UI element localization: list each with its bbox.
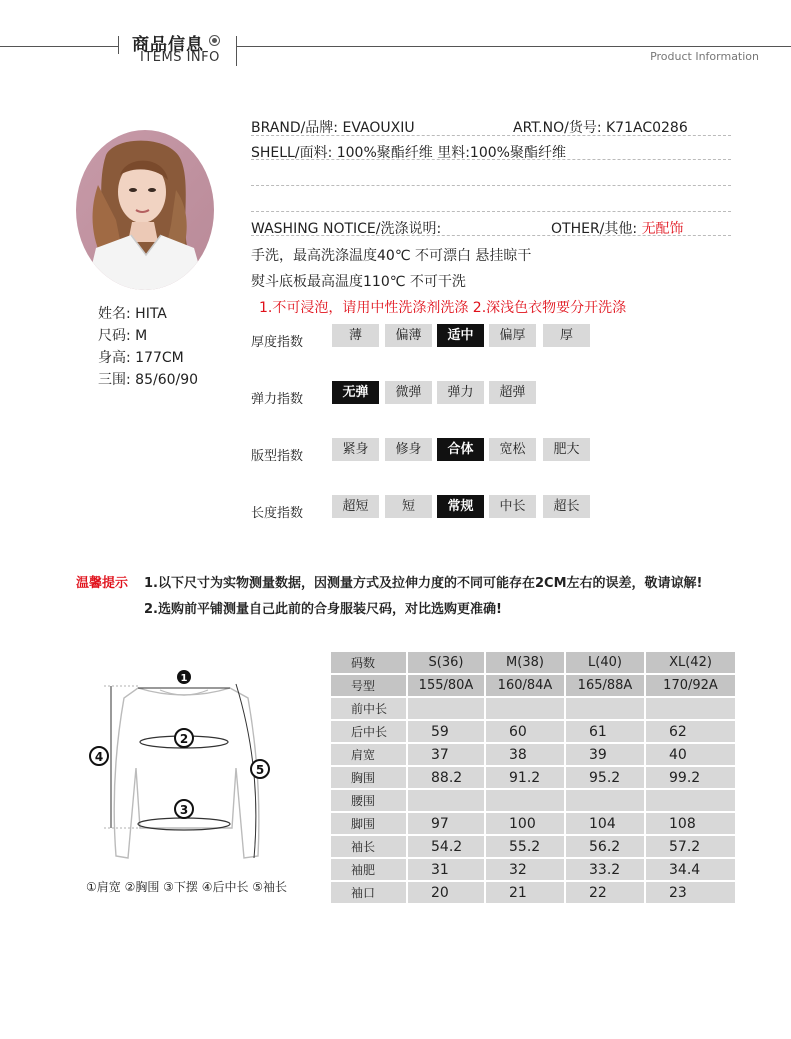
table-header-cell: XL(42) bbox=[646, 652, 735, 673]
table-header-cell: S(36) bbox=[408, 652, 484, 673]
marker-2-text: 2 bbox=[179, 732, 189, 746]
index-option: 肥大 bbox=[543, 438, 590, 461]
divider bbox=[251, 211, 731, 212]
index-option: 薄 bbox=[332, 324, 379, 347]
model-measurements: 三围: 85/60/90 bbox=[98, 372, 199, 388]
table-cell: 88.2 bbox=[408, 767, 484, 788]
size-table bbox=[329, 650, 737, 905]
index-option: 紧身 bbox=[332, 438, 379, 461]
table-cell bbox=[646, 698, 735, 719]
table-cell bbox=[566, 790, 644, 811]
header-rule-right bbox=[236, 46, 791, 47]
table-header-row bbox=[331, 652, 735, 673]
table-cell: 40 bbox=[646, 744, 735, 765]
table-cell: 38 bbox=[486, 744, 564, 765]
index-option: 宽松 bbox=[489, 438, 536, 461]
shirt-outline-icon bbox=[114, 688, 259, 858]
table-cell: 袖长 bbox=[331, 836, 406, 857]
tips-line-2: 2.选购前平铺测量自己此前的合身服装尺码，对比选购更准确! bbox=[144, 602, 502, 617]
table-cell: 60 bbox=[486, 721, 564, 742]
table-cell bbox=[408, 790, 484, 811]
index-label: 版型指数 bbox=[251, 449, 304, 464]
index-option: 超长 bbox=[543, 495, 590, 518]
table-row bbox=[331, 675, 735, 696]
divider bbox=[251, 159, 731, 160]
index-option: 超短 bbox=[332, 495, 379, 518]
brand: BRAND/品牌: EVAOUXIU bbox=[251, 120, 415, 136]
header-bracket-right bbox=[236, 36, 237, 66]
table-cell: 104 bbox=[566, 813, 644, 834]
marker-1-text: 1 bbox=[180, 673, 188, 684]
table-cell: 胸围 bbox=[331, 767, 406, 788]
marker-3-text: 3 bbox=[179, 803, 189, 817]
table-cell: 99.2 bbox=[646, 767, 735, 788]
index-option: 微弹 bbox=[385, 381, 432, 404]
wash-warning: 1.不可浸泡，请用中性洗涤剂洗涤 2.深浅色衣物要分开洗涤 bbox=[259, 300, 627, 316]
table-cell bbox=[646, 790, 735, 811]
index-option: 厚 bbox=[543, 324, 590, 347]
table-cell: 56.2 bbox=[566, 836, 644, 857]
table-cell: 100 bbox=[486, 813, 564, 834]
art-no: ART.NO/货号: K71AC0286 bbox=[513, 120, 688, 136]
table-cell: 39 bbox=[566, 744, 644, 765]
index-option: 合体 bbox=[437, 438, 484, 461]
other-value: 无配饰 bbox=[641, 221, 684, 237]
index-option: 中长 bbox=[489, 495, 536, 518]
table-cell: 62 bbox=[646, 721, 735, 742]
table-cell: 袖口 bbox=[331, 882, 406, 903]
table-cell: 20 bbox=[408, 882, 484, 903]
shell-material: SHELL/面料: 100%聚酯纤维 里料:100%聚酯纤维 bbox=[251, 145, 566, 161]
table-cell: 32 bbox=[486, 859, 564, 880]
index-option: 无弹 bbox=[332, 381, 379, 404]
index-label: 长度指数 bbox=[251, 506, 304, 521]
table-cell: 165/88A bbox=[566, 675, 644, 696]
table-cell: 155/80A bbox=[408, 675, 484, 696]
model-height: 身高: 177CM bbox=[98, 350, 184, 366]
table-cell bbox=[486, 790, 564, 811]
wash-line-2: 熨斗底板最高温度110℃ 不可干洗 bbox=[251, 274, 466, 290]
table-cell: 91.2 bbox=[486, 767, 564, 788]
garment-diagram bbox=[80, 668, 320, 873]
marker-4-text: 4 bbox=[94, 750, 104, 764]
model-name: 姓名: HITA bbox=[98, 306, 167, 322]
index-label: 弹力指数 bbox=[251, 392, 304, 407]
table-row bbox=[331, 744, 735, 765]
header-title-en: ITEMS INFO bbox=[140, 50, 220, 65]
table-header-cell: L(40) bbox=[566, 652, 644, 673]
divider bbox=[251, 135, 731, 136]
marker-5-text: 5 bbox=[255, 763, 265, 777]
header-dot-icon bbox=[209, 35, 220, 46]
table-cell: 前中长 bbox=[331, 698, 406, 719]
table-cell: 170/92A bbox=[646, 675, 735, 696]
table-cell: 57.2 bbox=[646, 836, 735, 857]
header-title-cn: 商品信息 bbox=[132, 35, 204, 55]
table-cell: 22 bbox=[566, 882, 644, 903]
table-cell: 33.2 bbox=[566, 859, 644, 880]
table-row bbox=[331, 698, 735, 719]
divider bbox=[251, 235, 731, 236]
table-cell: 95.2 bbox=[566, 767, 644, 788]
table-cell bbox=[408, 698, 484, 719]
table-row bbox=[331, 813, 735, 834]
table-cell: 号型 bbox=[331, 675, 406, 696]
index-option: 超弹 bbox=[489, 381, 536, 404]
table-row bbox=[331, 767, 735, 788]
index-option: 偏薄 bbox=[385, 324, 432, 347]
table-cell: 54.2 bbox=[408, 836, 484, 857]
wash-line-1: 手洗，最高洗涤温度40℃ 不可漂白 悬挂晾干 bbox=[251, 248, 532, 264]
table-cell: 23 bbox=[646, 882, 735, 903]
divider bbox=[251, 185, 731, 186]
index-option: 短 bbox=[385, 495, 432, 518]
index-option: 修身 bbox=[385, 438, 432, 461]
index-label: 厚度指数 bbox=[251, 335, 304, 350]
table-cell: 37 bbox=[408, 744, 484, 765]
index-option: 常规 bbox=[437, 495, 484, 518]
table-cell: 后中长 bbox=[331, 721, 406, 742]
table-cell: 腰围 bbox=[331, 790, 406, 811]
table-cell: 34.4 bbox=[646, 859, 735, 880]
table-cell: 108 bbox=[646, 813, 735, 834]
tips-label: 温馨提示 bbox=[76, 576, 129, 591]
washing-notice-label: WASHING NOTICE/洗涤说明: bbox=[251, 221, 442, 237]
table-row bbox=[331, 882, 735, 903]
table-cell: 97 bbox=[408, 813, 484, 834]
table-row bbox=[331, 721, 735, 742]
table-cell: 59 bbox=[408, 721, 484, 742]
table-row bbox=[331, 790, 735, 811]
model-size: 尺码: M bbox=[98, 328, 148, 344]
header-product-information: Product Information bbox=[650, 50, 759, 63]
table-cell bbox=[566, 698, 644, 719]
index-option: 适中 bbox=[437, 324, 484, 347]
model-portrait bbox=[76, 130, 214, 290]
header-bracket-left bbox=[118, 36, 119, 54]
table-row bbox=[331, 859, 735, 880]
index-option: 偏厚 bbox=[489, 324, 536, 347]
tips-line-1: 1.以下尺寸为实物测量数据，因测量方式及拉伸力度的不同可能存在2CM左右的误差，敬请谅解! bbox=[144, 576, 703, 591]
table-row bbox=[331, 836, 735, 857]
table-cell: 160/84A bbox=[486, 675, 564, 696]
diagram-legend: ①肩宽 ②胸围 ③下摆 ④后中长 ⑤袖长 bbox=[86, 880, 288, 894]
table-cell bbox=[486, 698, 564, 719]
table-cell: 55.2 bbox=[486, 836, 564, 857]
index-option: 弹力 bbox=[437, 381, 484, 404]
table-cell: 21 bbox=[486, 882, 564, 903]
table-cell: 31 bbox=[408, 859, 484, 880]
table-cell: 61 bbox=[566, 721, 644, 742]
table-cell: 袖肥 bbox=[331, 859, 406, 880]
table-header-cell: 码数 bbox=[331, 652, 406, 673]
table-cell: 脚围 bbox=[331, 813, 406, 834]
header-rule-left bbox=[0, 46, 118, 47]
other-label-text: OTHER/其他: bbox=[551, 221, 638, 237]
table-header-cell: M(38) bbox=[486, 652, 564, 673]
table-cell: 肩宽 bbox=[331, 744, 406, 765]
